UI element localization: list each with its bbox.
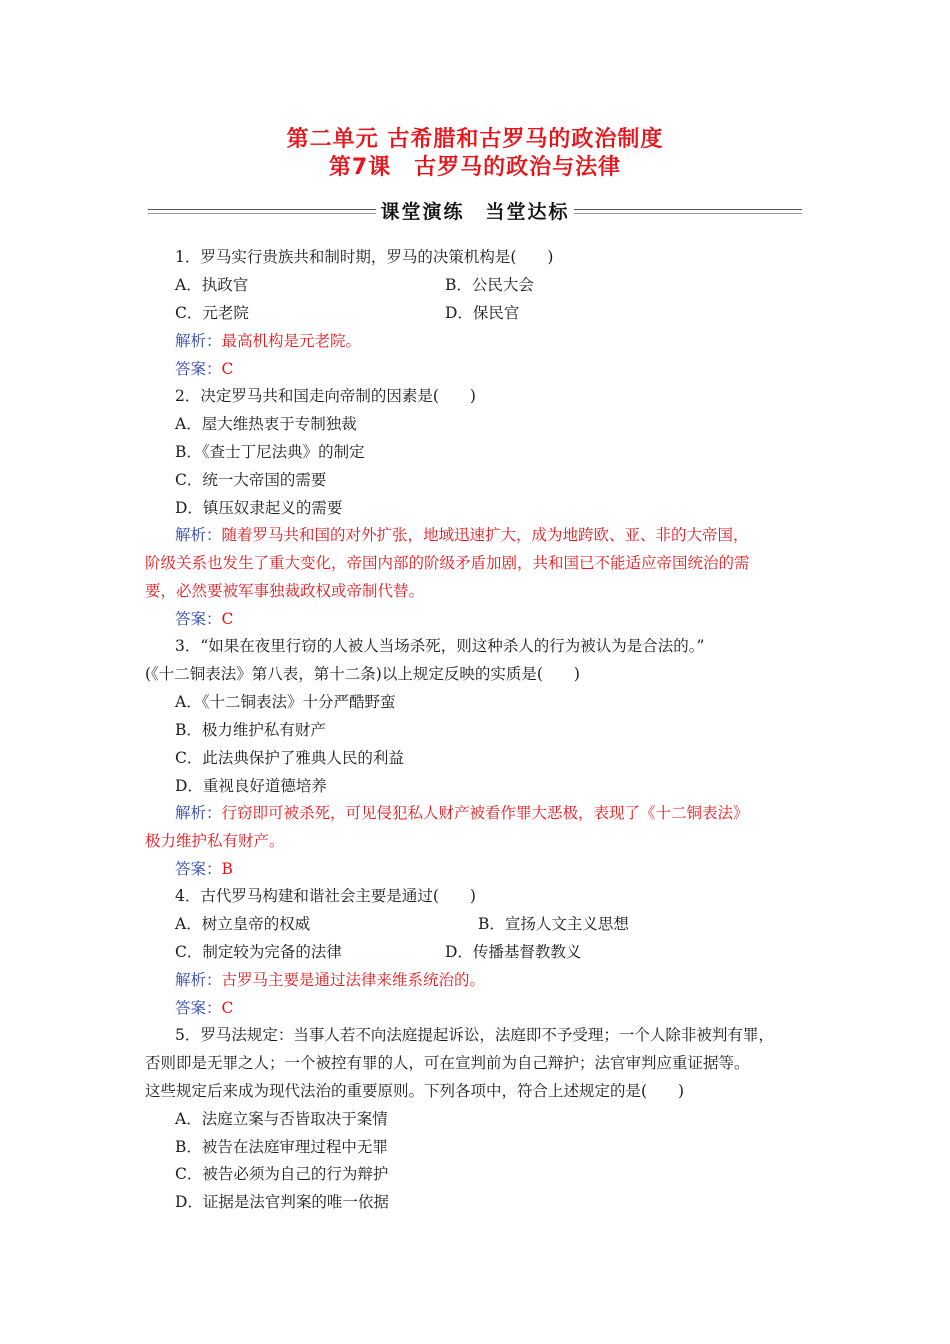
q2-analysis-text-3: 要，必然要被军事独裁政权或帝制代替。 bbox=[145, 582, 425, 600]
page-title-line2: 第7课 古罗马的政治与法律 bbox=[328, 155, 622, 180]
q2-answer bbox=[175, 609, 233, 629]
page-title-line1: 第二单元 古希腊和古罗马的政治制度 bbox=[286, 127, 664, 152]
q4-option-b: B．宣扬人文主义思想 bbox=[478, 915, 629, 933]
answer-label: 答案： bbox=[175, 610, 222, 628]
q5-option-a: A．法庭立案与否皆取决于案情 bbox=[175, 1110, 388, 1128]
section-banner bbox=[148, 197, 802, 221]
q1-answer-value: C bbox=[221, 360, 234, 378]
q2-analysis-text-1: 随着罗马共和国的对外扩张，地域迅速扩大，成为地跨欧、亚、非的大帝国， bbox=[221, 526, 749, 544]
q3-analysis-text-1: 行窃即可被杀死，可见侵犯私人财产被看作罪大恶极，表现了《十二铜表法》 bbox=[221, 804, 749, 822]
analysis-label: 解析： bbox=[175, 971, 222, 989]
q1-answer bbox=[175, 359, 233, 379]
analysis-label: 解析： bbox=[175, 332, 222, 350]
q3-answer-value: B bbox=[221, 860, 233, 878]
analysis-label: 解析： bbox=[175, 804, 222, 822]
q3-analysis-text-2: 极力维护私有财产。 bbox=[145, 832, 285, 850]
q1-option-c: C．元老院 bbox=[175, 304, 249, 322]
q3-option-d: D．重视良好道德培养 bbox=[175, 777, 327, 795]
q4-stem: 4．古代罗马构建和谐社会主要是通过( ) bbox=[175, 887, 476, 905]
q2-option-d: D．镇压奴隶起义的需要 bbox=[175, 499, 343, 517]
answer-label: 答案： bbox=[175, 360, 222, 378]
q5-stem-2: 否则即是无罪之人；一个被控有罪的人，可在宣判前为自己辩护；法官审判应重证据等。 bbox=[145, 1054, 750, 1072]
q4-analysis-text: 古罗马主要是通过法律来维系统治的。 bbox=[221, 971, 486, 989]
q1-option-a: A．执政官 bbox=[175, 276, 249, 294]
q3-stem-1: 3．“如果在夜里行窃的人被人当场杀死，则这种杀人的行为被认为是合法的。” bbox=[175, 637, 705, 655]
q4-option-d: D．传播基督教教义 bbox=[445, 943, 582, 961]
q1-option-b: B．公民大会 bbox=[445, 276, 534, 294]
q4-answer-value: C bbox=[221, 999, 234, 1017]
answer-label: 答案： bbox=[175, 860, 222, 878]
q2-option-b: B．《查士丁尼法典》的制定 bbox=[175, 443, 365, 461]
q4-analysis bbox=[175, 970, 485, 990]
q4-option-a: A．树立皇帝的权威 bbox=[175, 915, 311, 933]
q2-stem: 2．决定罗马共和国走向帝制的因素是( ) bbox=[175, 387, 476, 405]
q5-stem-1: 5．罗马法规定：当事人若不向法庭提起诉讼，法庭即不予受理；一个人除非被判有罪， bbox=[175, 1026, 774, 1044]
q5-option-b: B．被告在法庭审理过程中无罪 bbox=[175, 1138, 388, 1156]
q3-option-c: C．此法典保护了雅典人民的利益 bbox=[175, 749, 404, 767]
q2-analysis bbox=[175, 525, 749, 545]
q2-option-c: C．统一大帝国的需要 bbox=[175, 471, 327, 489]
q5-option-d: D．证据是法官判案的唯一依据 bbox=[175, 1193, 389, 1211]
q3-option-a: A．《十二铜表法》十分严酷野蛮 bbox=[175, 693, 396, 711]
q2-analysis-text-2: 阶级关系也发生了重大变化，帝国内部的阶级矛盾加剧，共和国已不能适应帝国统治的需 bbox=[145, 554, 750, 572]
q1-stem: 1．罗马实行贵族共和制时期，罗马的决策机构是( ) bbox=[175, 248, 554, 266]
q1-option-d: D．保民官 bbox=[445, 304, 520, 322]
q4-option-c: C．制定较为完备的法律 bbox=[175, 943, 342, 961]
q5-stem-3: 这些规定后来成为现代法治的重要原则。下列各项中，符合上述规定的是( ) bbox=[145, 1082, 685, 1100]
analysis-label: 解析： bbox=[175, 526, 222, 544]
q2-answer-value: C bbox=[221, 610, 234, 628]
q3-analysis bbox=[175, 803, 749, 823]
q2-option-a: A．屋大维热衷于专制独裁 bbox=[175, 415, 357, 433]
q3-answer bbox=[175, 859, 233, 879]
banner-text: 课堂演练 当堂达标 bbox=[380, 201, 570, 223]
q3-stem-2: (《十二铜表法》第八表，第十二条)以上规定反映的实质是( ) bbox=[145, 665, 580, 683]
q5-option-c: C．被告必须为自己的行为辩护 bbox=[175, 1165, 389, 1183]
q1-analysis bbox=[175, 331, 361, 351]
q3-option-b: B．极力维护私有财产 bbox=[175, 721, 326, 739]
q1-analysis-text: 最高机构是元老院。 bbox=[221, 332, 362, 350]
answer-label: 答案： bbox=[175, 999, 222, 1017]
q4-answer bbox=[175, 998, 233, 1018]
